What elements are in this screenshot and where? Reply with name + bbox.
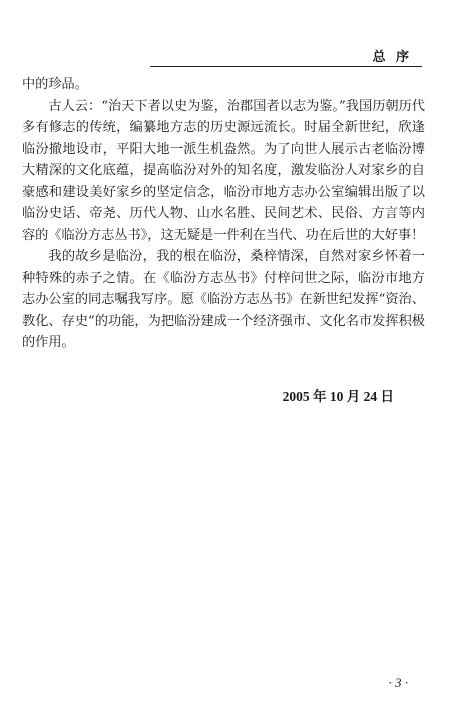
running-head: 总 序 — [372, 50, 412, 65]
paragraph: 古人云：“治天下者以史为鉴，治郡国者以志为鉴。”我国历朝历代多有修志的传统，编纂地方志的历史源远流长。时届全新世纪，欣逢临汾撤地设市，平阳大地一派生机盎然。为了向世人展示古老临汾博大精深的文化底蕴，提高临汾对外的知名度，激发临汾人对家乡的自豪感和建设美好家乡的坚定信念，临汾市地方志办公室编辑出版了以临汾史话、帝尧、历代人物、山水名胜、民间艺术、民俗、方言等内容的《临汾方志丛书》，这无疑是一件利在当代、功在后世的大好事！ — [22, 98, 425, 243]
header-rule — [150, 66, 422, 67]
signature-date: 2005 年 10 月 24 日 — [282, 389, 394, 404]
paragraph: 我的故乡是临汾，我的根在临汾，桑梓情深，自然对家乡怀着一种特殊的赤子之情。在《临汾方志丛书》付梓问世之际，临汾市地方志办公室的同志嘱我写序。愿《临汾方志丛书》在新世纪发挥“资治、教化、存史”的功能，为把临汾建成一个经济强市、文化名市发挥积极的作用。 — [22, 249, 425, 350]
paragraph-continuation: 中的珍品。 — [22, 77, 88, 92]
body-text — [22, 74, 425, 354]
page-number: · 3 · — [388, 675, 408, 690]
